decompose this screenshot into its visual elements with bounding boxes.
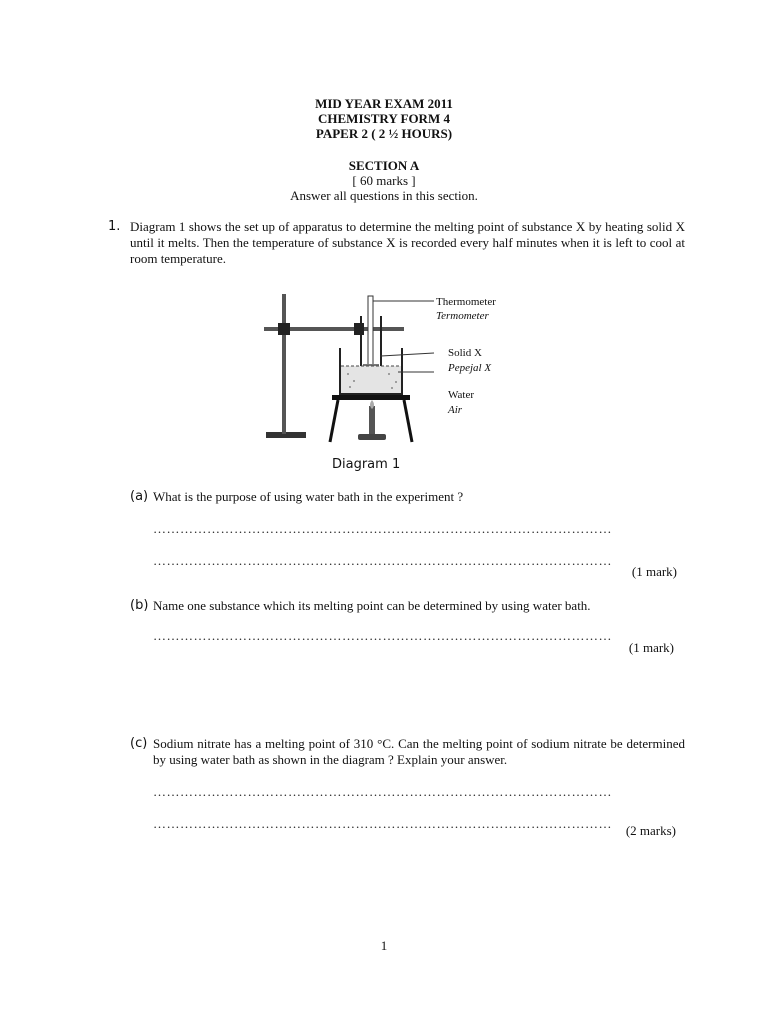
section-title: SECTION A [348,158,420,173]
paper-title: PAPER 2 ( 2 ½ HOURS) [315,126,453,141]
section-instruction: Answer all questions in this section. [290,188,478,203]
tripod-top [332,395,410,400]
question-stem: Diagram 1 shows the set up of apparatus to determine the melting point of substance X by heating solid X until it melts. Then the temperature of substance X is recorded every half minutes when it is left to cool at room temperature. [130,219,685,266]
part-b-text: Name one substance which its melting point can be determined by using water bath. [153,598,591,613]
page-number: 1 [380,938,388,953]
burner-base [358,434,386,440]
part-a-answer-line-1[interactable]: ………………………………………………………………………………………… [153,521,612,536]
tube-clamp [354,323,364,335]
label-water: Water [448,389,474,401]
thermometer [368,296,373,374]
part-c-label: (c) [130,736,148,751]
part-a-text: What is the purpose of using water bath in the experiment ? [153,489,464,504]
part-a-marks: (1 mark) [631,564,677,579]
label-termometer: Termometer [436,310,489,322]
boss-clamp [278,323,290,335]
part-a-label: (a) [130,489,149,504]
part-c-text: Sodium nitrate has a melting point of 310 °C. Can the melting point of sodium nitrate be determined by using water bath as shown in the diagram ? Explain your answer. [153,736,685,767]
subject-title: CHEMISTRY FORM 4 [318,111,450,126]
label-solid-x: Solid X [448,347,482,359]
part-b-marks: (1 mark) [628,640,674,655]
part-b-answer-line[interactable]: ………………………………………………………………………………………… [153,628,612,643]
part-c-answer-line-1[interactable]: ………………………………………………………………………………………… [153,784,612,799]
diagram-caption: Diagram 1 [332,457,401,472]
question-number: 1. [108,219,121,234]
part-c-marks: (2 marks) [625,823,676,838]
bunsen-burner [369,406,375,434]
stand-rod [282,294,286,434]
label-pepejal-x: Pepejal X [448,362,492,374]
part-a-answer-line-2[interactable]: ………………………………………………………………………………………… [153,553,612,568]
label-air: Air [448,404,463,416]
label-thermometer: Thermometer [436,296,496,308]
part-c-answer-line-2[interactable]: ………………………………………………………………………………………… [153,816,612,831]
part-b-label: (b) [130,598,149,613]
section-marks: [ 60 marks ] [352,173,416,188]
exam-title: MID YEAR EXAM 2011 [315,96,453,111]
apparatus-svg [258,286,518,476]
apparatus-diagram [258,286,518,476]
